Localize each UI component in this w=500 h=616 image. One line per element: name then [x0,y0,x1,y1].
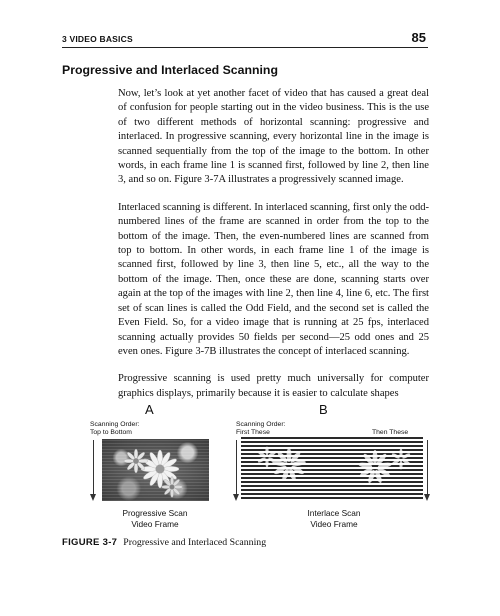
running-head: 3 VIDEO BASICS [62,34,133,44]
progressive-label-line-1: Progressive Scan [122,508,188,518]
paragraph-1: Now, let’s look at yet another facet of video that has caused a great deal of confusion for people starting out in the video business. This is the use of two different methods of horizontal scanning: progressive and interlaced. In progressive scanning, every horizontal line in the image is scanned sequentially from the top of the image to the bottom. In other words, in each frame line 1 is scanned first, followed by line 2, then line 3, and so on. Figure 3-7A illustrates a progressively scanned image. [118,88,429,186]
figure-title: Progressive and Interlaced Scanning [123,537,267,548]
interlace-label-line-2: Video Frame [310,518,358,529]
panel-b-second-scan-arrow [427,440,428,495]
panel-b-then-these: Then These [372,429,409,436]
page-number: 85 [411,30,426,45]
panel-a-arrow-head-icon [90,494,96,501]
panel-b-order-line-1: Scanning Order: [236,421,286,428]
panel-a-letter: A [145,402,154,417]
panel-b-letter: B [319,402,328,417]
section-heading: Progressive and Interlaced Scanning [62,63,278,77]
header-rule [62,47,428,48]
daisy-ghost-icon [331,437,423,499]
body-text [118,87,429,401]
panel-b-order-line-2: First These [236,429,270,437]
interlace-odd-field-image [241,437,333,499]
panel-b-scanning-order [236,421,286,438]
progressive-scan-label [97,508,213,529]
daisy-ghost-icon [241,437,333,499]
panel-a-scanning-order [90,421,140,438]
panel-b-first-scan-arrow [236,440,237,495]
figure-label: FIGURE 3-7 [62,537,118,548]
panel-b-second-arrow-head-icon [424,494,430,501]
progressive-scan-image [102,439,209,501]
paragraph-2: Interlaced scanning is different. In interlaced scanning, first only the odd-numbered lines of the frame are scanned in order from the top to the bottom of the image. Then, the even-numbered lines are scanned from top to bottom. In other words, in each frame line 1 of the image is scanned first, followed by line 3, then line 5, etc., all the way to the bottom of the image. Then, once these are done, scanning starts over again at the top of the images with line 2, then line 4, line 6, etc. The first set of scan lines is called the Odd Field, and the second set is called the Even Field. So, for a video image that is running at 25 fps, interlaced scanning actually provides 50 fields per second—25 odd ones and 25 even ones. Figure 3-7B illustrates the concept of interlaced scanning. [118,201,429,357]
panel-a-order-line-1: Scanning Order: [90,421,140,428]
figure-caption [62,532,266,550]
progressive-label-line-2: Video Frame [131,518,179,529]
panel-a-order-line-2: Top to Bottom [90,429,132,437]
paragraph-3: Progressive scanning is used pretty much universally for computer graphics displays, primarily because it is easier to calculate shapes [118,373,429,399]
interlace-label-line-1: Interlace Scan [307,508,361,518]
panel-a-scan-arrow [93,440,94,495]
interlace-even-field-image [331,437,423,499]
daisy-flower-icon [102,439,209,501]
interlace-scan-label [284,508,384,529]
panel-b-first-arrow-head-icon [233,494,239,501]
